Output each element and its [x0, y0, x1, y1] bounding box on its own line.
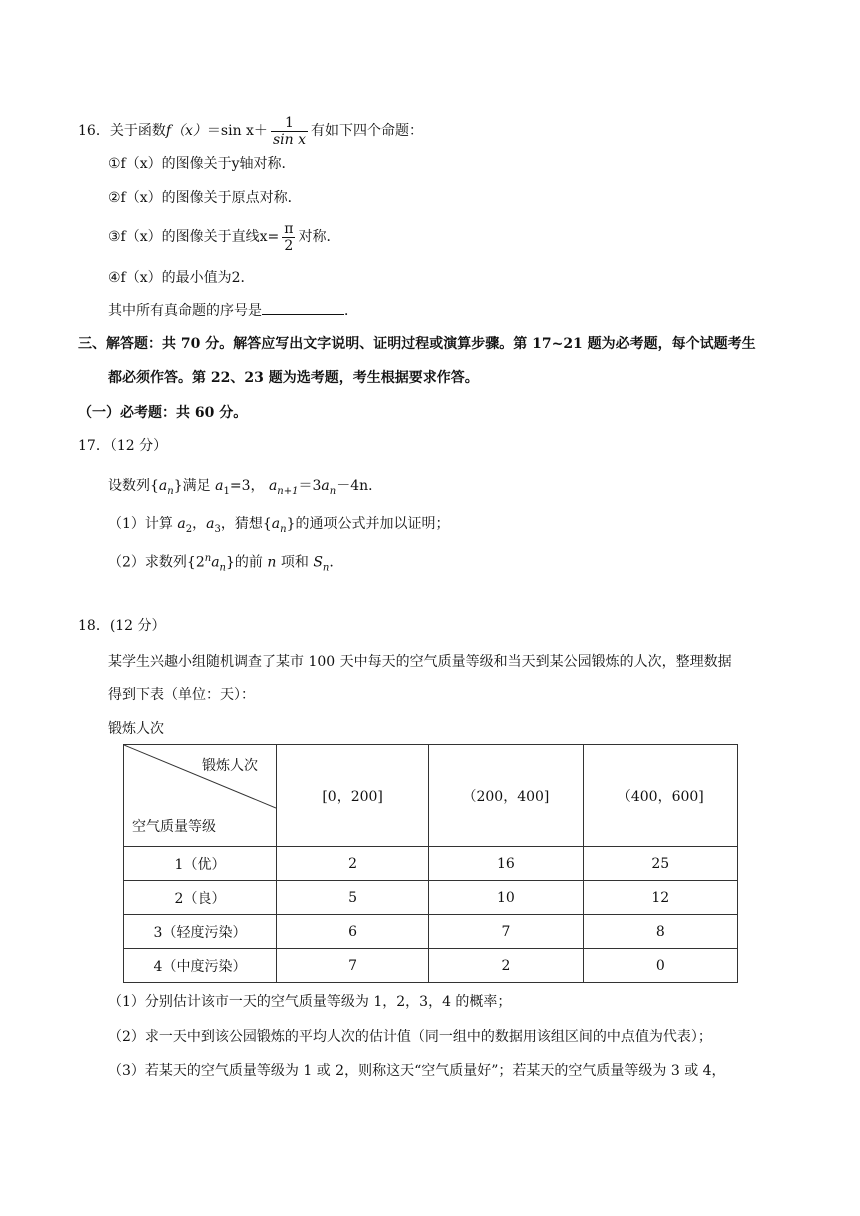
var-a: a [211, 554, 220, 571]
q18-stem-line2: 得到下表（单位：天）： [108, 687, 255, 703]
table-cell: 16 [429, 847, 583, 881]
q18-stem-line1: 某学生兴趣小组随机调查了某市 100 天中每天的空气质量等级和当天到某公园锻炼的人次，整理数据 [108, 654, 732, 670]
q17-stem-text-a: 设数列{ [108, 478, 159, 494]
subscript-3: 3 [214, 523, 221, 535]
q16-intro-suffix: 有如下四个命题： [310, 123, 423, 139]
q16-intro-prefix: 关于函数 [109, 123, 166, 139]
subscript-n: n [329, 485, 337, 497]
table-row [124, 881, 738, 915]
var-a: a [206, 516, 215, 532]
q17-part1-text-b: ， [192, 516, 207, 532]
row-label: 1（优） [124, 847, 277, 881]
table-cell: 6 [277, 915, 429, 949]
table-cell: 25 [583, 847, 737, 881]
q16-proposition-1: ①f（x）的图像关于y轴对称． [108, 156, 296, 172]
table-cell: 12 [583, 881, 737, 915]
q16-p3-fraction [282, 221, 295, 254]
subscript-n: n [219, 562, 226, 574]
q16-frac-num: 1 [271, 115, 308, 132]
diagonal-header [124, 745, 276, 846]
var-a: a [271, 516, 281, 532]
q17-stem-text-c: =3， [229, 478, 265, 494]
row-label: 2（良） [124, 881, 277, 915]
q18-part3: （3）若某天的空气质量等级为 1 或 2，则称这天“空气质量好”；若某天的空气质量等级为 3 或 4， [108, 1063, 726, 1079]
section3-instructions-line2: 都必须作答。第 22、23 题为选考题，考生根据要求作答。 [108, 370, 479, 386]
period: . [329, 554, 334, 571]
q16-ask-suffix: ． [344, 303, 358, 319]
table-header-row [124, 745, 738, 847]
row-label: 4（中度污染） [124, 949, 277, 983]
q17-stem-text-e: －4n． [336, 478, 383, 494]
q17-part1-text-d: }的通项公式并加以证明； [286, 516, 450, 532]
table-corner-cell [124, 745, 277, 847]
table-cell: 0 [583, 949, 737, 983]
section3-subheading: （一）必考题：共 60 分。 [78, 405, 248, 421]
q17-part1-text-c: ，猜想{ [220, 516, 272, 532]
column-header: （200，400] [429, 745, 583, 847]
var-n: n [267, 554, 277, 571]
table-cell: 7 [277, 949, 429, 983]
var-a: a [268, 478, 278, 494]
q16-p3-frac-num: π [284, 220, 294, 237]
superscript-n: n [204, 553, 212, 564]
q17-part2-text-a: （2）求数列{2 [108, 554, 205, 571]
q16-stem [78, 112, 423, 150]
table-row [124, 915, 738, 949]
q16-p3-prefix: ③f（x）的图像关于直线x= [108, 229, 280, 245]
q17-part2-text-c: 项和 [280, 554, 309, 571]
q16-number: 16． [78, 123, 110, 139]
table-caption: 锻炼人次 [108, 721, 164, 737]
table-cell: 10 [429, 881, 583, 915]
answer-blank[interactable] [262, 300, 344, 315]
table-row [124, 847, 738, 881]
q17-part2-text-b: }的前 [226, 554, 263, 571]
q16-frac-den: sin x [272, 131, 306, 148]
q17-stem [108, 476, 382, 502]
q16-proposition-2: ②f（x）的图像关于原点对称． [108, 190, 302, 206]
q16-func-name: f（x） [165, 123, 207, 139]
column-header: [0，200] [277, 745, 429, 847]
q16-p3-frac-den: 2 [284, 237, 294, 254]
q17-stem-text-b: }满足 [173, 478, 211, 494]
subscript-n: n [167, 485, 174, 497]
var-a: a [321, 478, 330, 494]
section3-instructions-line1: 三、解答题：共 70 分。解答应写出文字说明、证明过程或演算步骤。第 17~21 题为必考题，每个试题考生 [78, 336, 756, 352]
table-row [124, 949, 738, 983]
q17-part2 [108, 549, 334, 578]
corner-top-label: 锻炼人次 [202, 758, 258, 774]
q18-part2: （2）求一天中到该公园锻炼的平均人次的估计值（同一组中的数据用该组区间的中点值为代表）； [108, 1029, 712, 1045]
row-label: 3（轻度污染） [124, 915, 277, 949]
subscript-n: n [322, 562, 330, 574]
subscript-n: n [280, 523, 287, 535]
q16-fraction [271, 115, 308, 148]
table-cell: 2 [429, 949, 583, 983]
subscript-1: 1 [223, 485, 230, 497]
var-a: a [215, 478, 224, 494]
q16-func-eq: ＝sin x＋ [206, 123, 268, 139]
q16-p3-suffix: 对称． [298, 229, 341, 245]
subscript-n-plus-1: n+1 [277, 485, 299, 497]
q18-part1: （1）分别估计该市一天的空气质量等级为 1，2，3，4 的概率； [108, 994, 512, 1010]
q17-part1 [108, 514, 450, 540]
table-cell: 2 [277, 847, 429, 881]
q17-header: 17．（12 分） [78, 438, 168, 454]
column-header: （400，600] [583, 745, 737, 847]
q18-header: 18．(12 分） [78, 618, 166, 634]
q16-question [108, 300, 358, 321]
q16-ask-prefix: 其中所有真命题的序号是 [108, 303, 262, 319]
table-cell: 7 [429, 915, 583, 949]
subscript-2: 2 [185, 523, 193, 535]
q16-proposition-4: ④f（x）的最小值为2． [108, 270, 255, 286]
table-cell: 5 [277, 881, 429, 915]
var-S: S [313, 554, 323, 571]
q17-stem-text-d: ＝3 [298, 478, 322, 494]
var-a: a [158, 478, 168, 494]
var-a: a [177, 516, 186, 532]
table-cell: 8 [583, 915, 737, 949]
air-quality-table [123, 744, 738, 983]
q17-part1-text-a: （1）计算 [108, 516, 173, 532]
corner-bottom-label: 空气质量等级 [132, 819, 216, 835]
q16-proposition-3 [108, 218, 340, 256]
